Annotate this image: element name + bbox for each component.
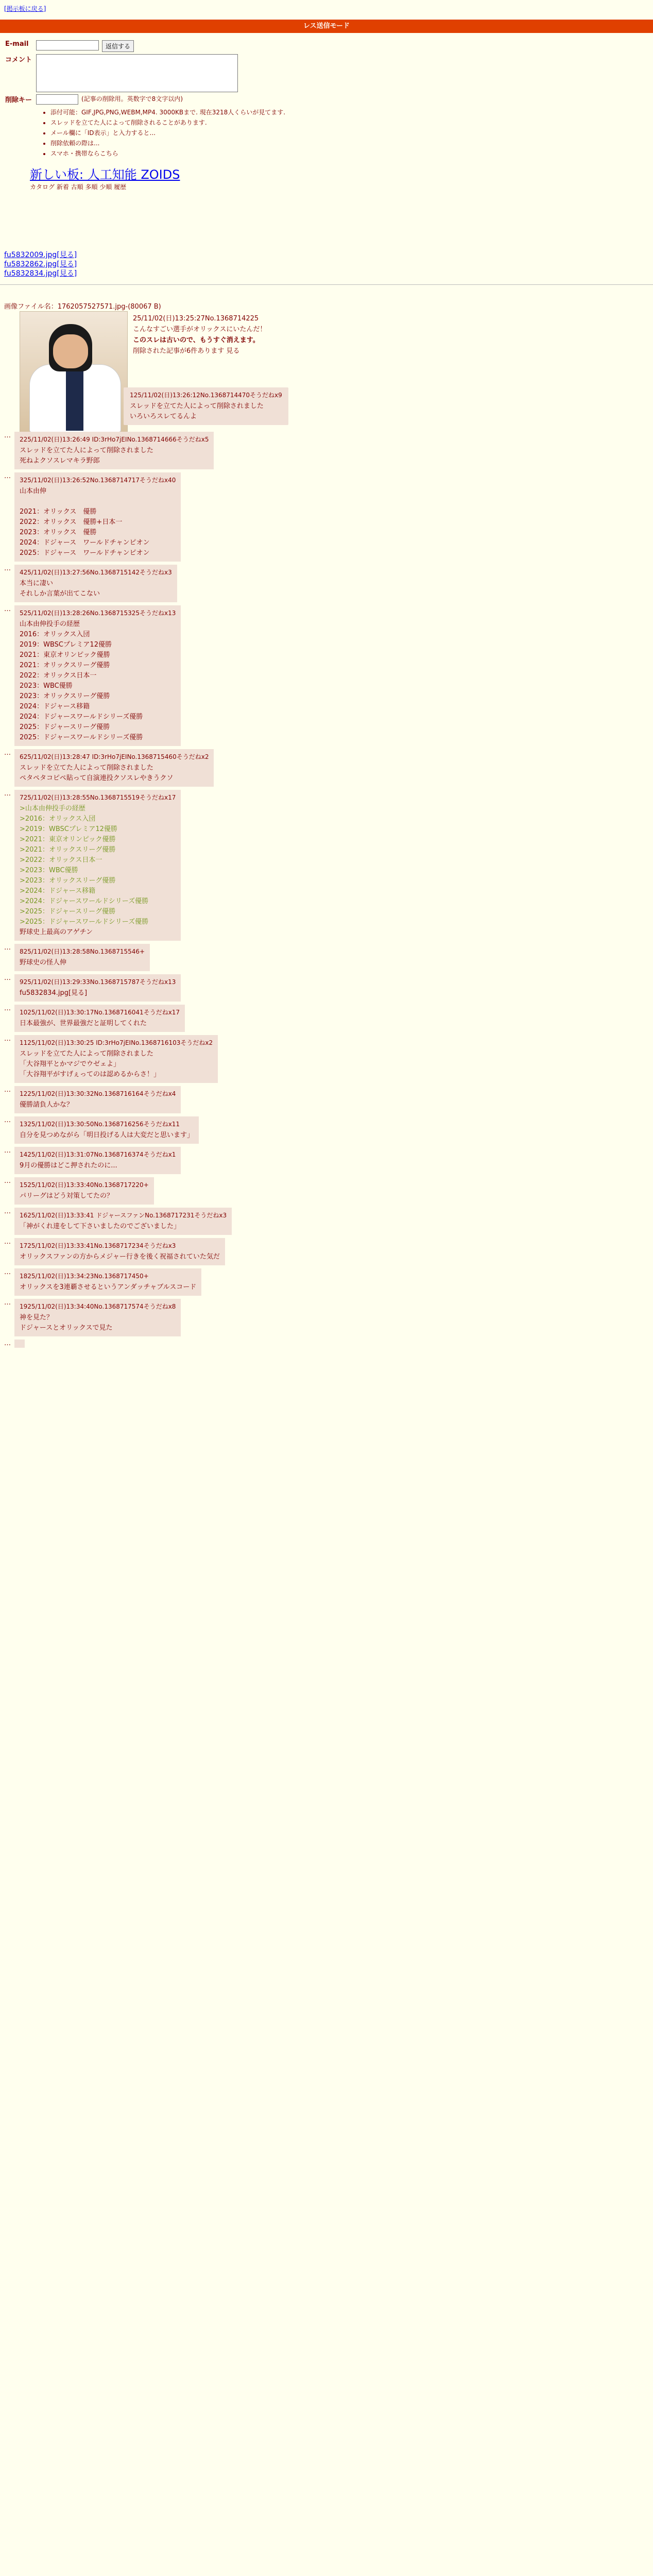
delete-key-note: (記事の削除用。英数字で8文字以内) [81, 95, 183, 103]
submit-button[interactable]: 返信する [102, 40, 134, 52]
reply-form [5, 38, 469, 191]
note-item: • 削除依頼の際は... [50, 139, 469, 148]
post [4, 432, 648, 469]
attached-files [4, 250, 77, 278]
new-board-link[interactable]: 新しい板: 人工知能 ZOIDS [30, 167, 180, 182]
post-text: 本当に凄い それしか言葉が出てこない [20, 580, 100, 598]
post-text: 9月の優勝はどこ押されたのに... [20, 1162, 117, 1170]
post: … 525/11/02(日)13:28:26No.1368715325そうだねx13 山本由伸投手の経歴 2016：オリックス入団 2019：WBSCプレミア12優勝 2021：東京オリンピック優勝 2021：オリックスリーグ優勝 2022：オリックス日本一 2023：WBC優勝 2023：オリックスリーグ優勝 2024：ドジャース移籍 2024：ドジャースワールドシリーズ優勝 2025：ドジャースリーグ優勝 2025：ドジャースワールドシリーズ優勝 [4, 605, 648, 746]
post-text[interactable]: fu5832834.jpg[見る] [20, 989, 88, 997]
post-text: スレッドを立てた人によって削除されました 死ねよクソスレマキラ野郎 [20, 447, 153, 465]
post: … 1725/11/02(日)13:33:41No.1368717234そうだねx3 オリックスファンの方からメジャー行きを後く祝福されていた気だ [4, 1238, 648, 1265]
thread [4, 429, 648, 1348]
op-file-header: 画像ファイル名：1762057527571.jpg-(80067 B) [4, 303, 161, 311]
post: … 1325/11/02(日)13:30:50No.1368716256そうだねx11 自分を見つめながら「明日投げる人は大変だと思います」 [4, 1116, 648, 1144]
post-text: 自分を見つめながら「明日投げる人は大変だと思います」 [20, 1131, 194, 1139]
post: … 425/11/02(日)13:27:56No.1368715142そうだねx3 本当に凄い それしか言葉が出てこない [4, 565, 648, 602]
email-label: E-mail [5, 40, 29, 48]
post-text: 山本由伸投手の経歴 2016：オリックス入団 2019：WBSCプレミア12優勝 2021：東京オリンピック優勝 2021：オリックスリーグ優勝 2022：オリックス日本一 2023：WBC優勝 2023：オリックスリーグ優勝 2024：ドジャース移籍 2024：ドジャースワールドシリーズ優勝 2025：ドジャースリーグ優勝 2025：ドジャースワールドシリーズ優勝 [20, 620, 143, 741]
reply-text: スレッドを立てた人によって削除されました [130, 402, 264, 410]
post: … 1925/11/02(日)13:34:40No.1368717574そうだねx8 神を見た？ ドジャースとオリックスで見た [4, 1299, 648, 1336]
post-header: 925/11/02(日)13:29:33No.1368715787そうだねx13 [20, 978, 176, 986]
reply-text: いろいろスレてるんよ [130, 413, 197, 420]
post-header: 425/11/02(日)13:27:56No.1368715142そうだねx3 [20, 569, 172, 576]
post-header: 1525/11/02(日)13:33:40No.1368717220+ [20, 1181, 149, 1189]
notes-list [30, 108, 469, 158]
post-header: 1225/11/02(日)13:30:32No.1368716164そうだねx4 [20, 1090, 176, 1097]
post: … 725/11/02(日)13:28:55No.1368715519そうだねx17 >山本由伸投手の経歴 >2016：オリックス入団 >2019：WBSCプレミア12優勝 >2021：東京オリンピック優勝 >2021：オリックスリーグ優勝 >2022：オリックス日本一 >2023：WBC優勝 >2023：オリックスリーグ優勝 >2024：ドジャース移籍 >2024：ドジャースワールドシリーズ優勝 >2025：ドジャースリーグ優勝 >2025：ドジャースワールドシリーズ優勝 野球史上最高のアゲチン [4, 790, 648, 941]
post-header: 1025/11/02(日)13:30:17No.1368716041そうだねx17 [20, 1009, 180, 1016]
post: … 1125/11/02(日)13:30:25 ID:3rHo7jEINo.1368716103そうだねx2 スレッドを立てた人によって削除されました 「大谷翔平とかマジでウゼェよ」 「大谷翔平がすげぇってのは認めるからさ！」 [4, 1035, 648, 1083]
post: … 325/11/02(日)13:26:52No.1368714717そうだねx40 山本由伸 2021：オリックス 優勝 2022：オリックス 優勝+日本一 2023：オリックス 優勝 2024：ドジャース ワールドチャンピオン 2025：ドジャース ワールドチャンピオン [4, 472, 648, 562]
post-header: 525/11/02(日)13:28:26No.1368715325そうだねx13 [20, 609, 176, 617]
op-line: 削除された記事が6件あります 見る [133, 347, 240, 355]
post-header: 325/11/02(日)13:26:52No.1368714717そうだねx40 [20, 477, 176, 484]
email-field[interactable] [36, 40, 99, 50]
post-header: 1925/11/02(日)13:34:40No.1368717574そうだねx8 [20, 1303, 176, 1310]
post-header: 1725/11/02(日)13:33:41No.1368717234そうだねx3 [20, 1242, 176, 1249]
post-text: 「神がくれ達をして下さいましたのでございました」 [20, 1223, 181, 1230]
post: … 1025/11/02(日)13:30:17No.1368716041そうだねx17 日本最強が、世界最強だと証明してくれた [4, 1005, 648, 1032]
reply-header: 125/11/02(日)13:26:12No.1368714470そうだねx9 [130, 392, 282, 399]
comment-label: コメント [5, 56, 32, 64]
post-header: 1325/11/02(日)13:30:50No.1368716256そうだねx11 [20, 1121, 180, 1128]
note-item: • メール欄に「ID表示」と入力すると... [50, 128, 469, 138]
board-ad [30, 164, 469, 191]
quoted-text: >山本由伸投手の経歴 >2016：オリックス入団 >2019：WBSCプレミア12優勝 >2021：東京オリンピック優勝 >2021：オリックスリーグ優勝 >2022：オリックス日本一 >2023：WBC優勝 >2023：オリックスリーグ優勝 >2024：ドジャース移籍 >2024：ドジャースワールドシリーズ優勝 >2025：ドジャースリーグ優勝 >2025：ドジャースワールドシリーズ優勝 [20, 805, 149, 926]
op-date: 25/11/02(日)13:25:27No.1368714225 [133, 315, 259, 323]
post: … 925/11/02(日)13:29:33No.1368715787そうだねx13 fu5832834.jpg[見る] [4, 974, 648, 1002]
op-post [4, 301, 648, 420]
post-text: 優勝請負人かな？ [20, 1101, 74, 1109]
post-text: 神を見た？ ドジャースとオリックスで見た [20, 1314, 113, 1332]
post: … 1425/11/02(日)13:31:07No.1368716374そうだねx1 9月の優勝はどこ押されたのに... [4, 1147, 648, 1174]
note-item[interactable]: • スマホ・携帯ならこちら [50, 149, 469, 158]
delete-key-label: 削除キー [5, 96, 32, 104]
post-text: 野球史の怪人伸 [20, 959, 67, 967]
post-text: オリックスファンの方からメジャー行きを後く祝福されていた気だ [20, 1253, 220, 1261]
post-text: 山本由伸 2021：オリックス 優勝 2022：オリックス 優勝+日本一 2023：オリックス 優勝 2024：ドジャース ワールドチャンピオン 2025：ドジャース ワールドチャンピオン [20, 487, 150, 557]
post: … 1525/11/02(日)13:33:40No.1368717220+ パリーグはどう対策してたの？ [4, 1177, 648, 1205]
catalog-links[interactable]: カタログ 新着 古順 多順 少順 履歴 [30, 183, 127, 191]
post-header: 1125/11/02(日)13:30:25 ID:3rHo7jEINo.1368716103そうだねx2 [20, 1039, 213, 1046]
post: … 625/11/02(日)13:28:47 ID:3rHo7jEINo.1368715460そうだねx2 スレッドを立てた人によって削除されました ペタペタコピペ貼って自演連投クソスレやきうクソ [4, 749, 648, 787]
face-shape [53, 334, 88, 368]
post: … 1625/11/02(日)13:33:41 ドジャースファンNo.1368717231そうだねx3 「神がくれ達をして下さいましたのでございました」 [4, 1208, 648, 1235]
op-line: こんなすごい選手がオリックスにいたんだ！ [133, 326, 267, 333]
post-text: スレッドを立てた人によって削除されました 「大谷翔平とかマジでウゼェよ」 「大谷翔平がすげぇってのは認めるからさ！」 [20, 1050, 161, 1078]
post-header: 825/11/02(日)13:28:58No.1368715546+ [20, 948, 145, 955]
file-link[interactable]: fu5832834.jpg[見る] [4, 269, 77, 278]
delete-key-field[interactable] [36, 94, 78, 105]
post: … 825/11/02(日)13:28:58No.1368715546+ 野球史の怪人伸 [4, 944, 648, 971]
reply-mode-bar: レス送信モード [0, 20, 653, 33]
comment-field[interactable] [36, 54, 238, 92]
post: … [4, 1340, 648, 1348]
post-text: オリックスを3連覇させるというアンダッチャブルスコード [20, 1283, 197, 1291]
post-text: 日本最強が、世界最強だと証明してくれた [20, 1020, 147, 1027]
post-text: スレッドを立てた人によって削除されました ペタペタコピペ貼って自演連投クソスレやきうクソ [20, 764, 174, 782]
back-to-board-link[interactable]: [掲示板に戻る] [4, 5, 46, 12]
reply-1 [124, 387, 288, 425]
post-header: 225/11/02(日)13:26:49 ID:3rHo7jEINo.1368714666そうだねx5 [20, 436, 209, 443]
post: … 1825/11/02(日)13:34:23No.1368717450+ オリックスを3連覇させるというアンダッチャブルスコード [4, 1268, 648, 1296]
post: … 1225/11/02(日)13:30:32No.1368716164そうだねx4 優勝請負人かな？ [4, 1086, 648, 1113]
uniform-shape [29, 364, 121, 432]
post-header: 1825/11/02(日)13:34:23No.1368717450+ [20, 1273, 149, 1280]
post-header: 1425/11/02(日)13:31:07No.1368716374そうだねx1 [20, 1151, 176, 1158]
file-link[interactable]: fu5832862.jpg[見る] [4, 260, 77, 268]
file-link[interactable]: fu5832009.jpg[見る] [4, 251, 77, 259]
op-image-baseball-player[interactable] [20, 311, 128, 434]
post-header: 1625/11/02(日)13:33:41 ドジャースファンNo.1368717231そうだねx3 [20, 1212, 227, 1219]
post-header: 725/11/02(日)13:28:55No.1368715519そうだねx17 [20, 794, 176, 801]
note-item: • スレッドを立てた人によって削除されることがあります. [50, 118, 469, 127]
post-indent: … [4, 432, 11, 439]
divider [0, 284, 653, 285]
post-header: 625/11/02(日)13:28:47 ID:3rHo7jEINo.1368715460そうだねx2 [20, 753, 209, 760]
note-item: • 添付可能：GIF,JPG,PNG,WEBM,MP4. 3000KBまで. 現在3218人くらいが見てます. [50, 108, 469, 117]
op-text [133, 313, 493, 357]
uniform-stripe [66, 365, 83, 431]
op-line-bold: このスレは古いので、もうすぐ消えます。 [133, 336, 260, 344]
post-text: パリーグはどう対策してたの？ [20, 1192, 114, 1200]
post-text: 野球史上最高のアゲチン [20, 928, 93, 936]
